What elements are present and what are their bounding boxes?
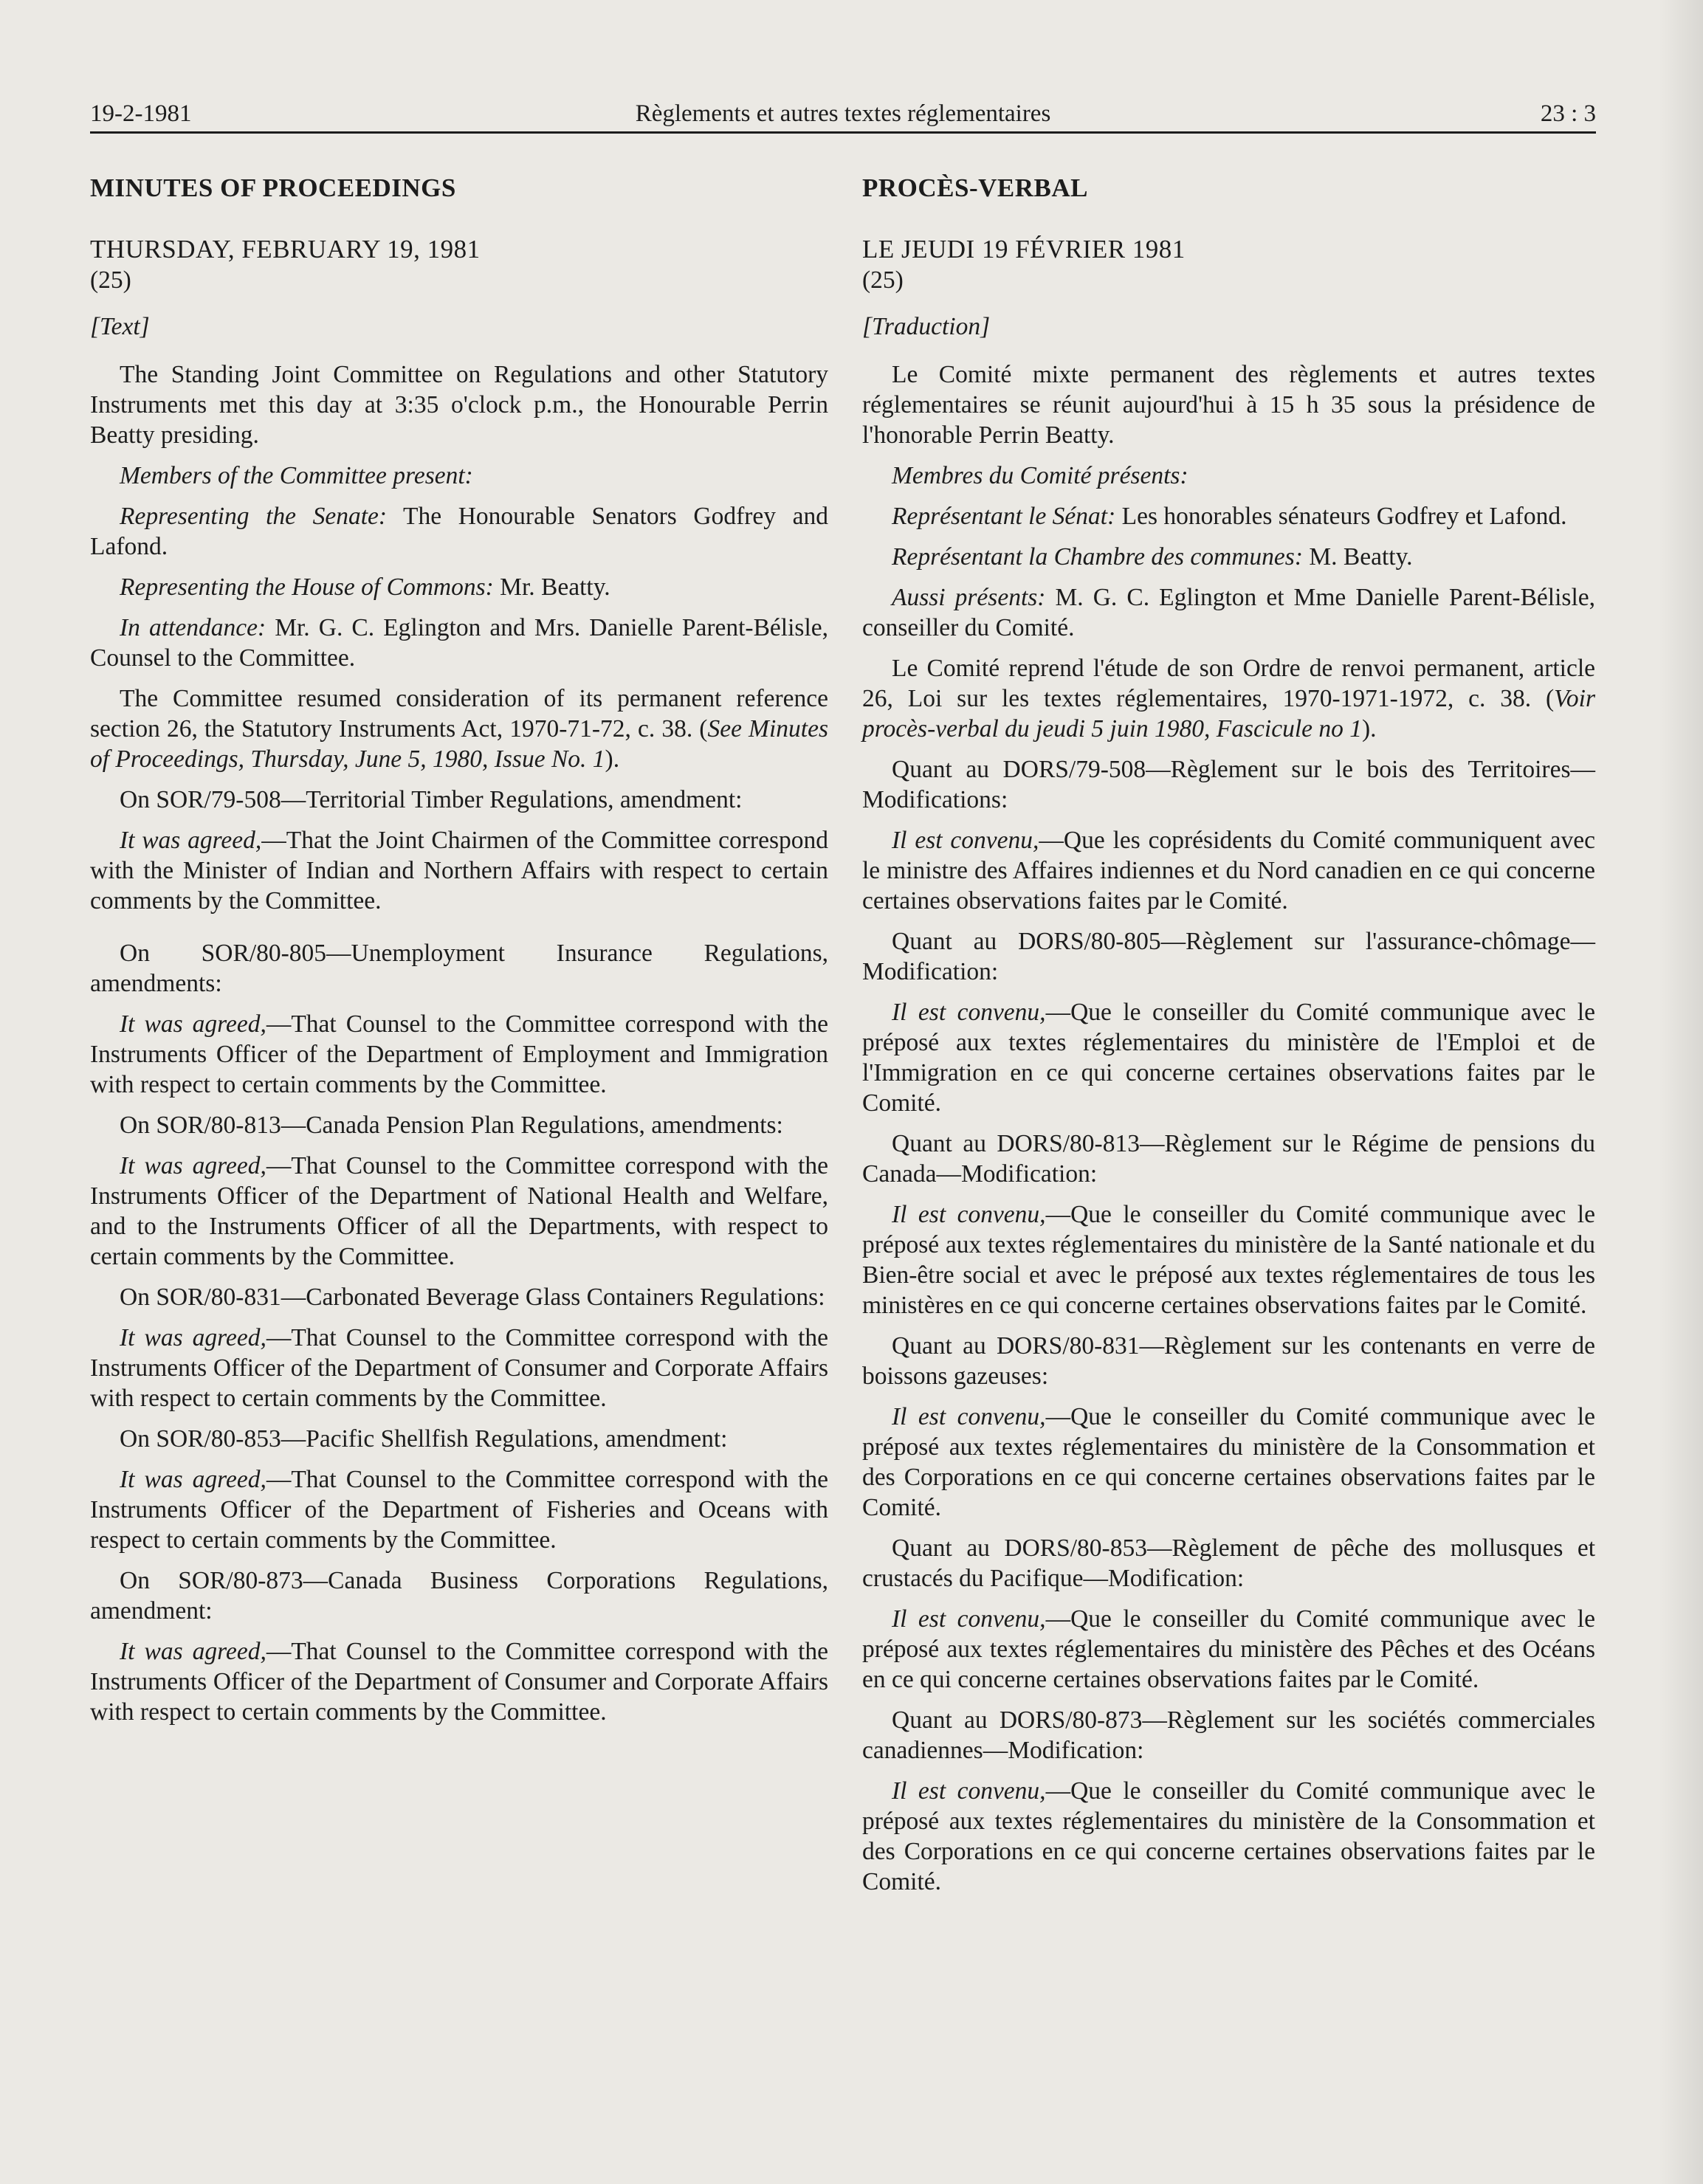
item-agreed: Il est convenu,—Que le conseiller du Comité communique avec le préposé aux textes réglementaires du ministère des Pêches et des Océans en ce qui concerne certaines observations faites par le Comité.: [862, 1605, 1595, 1693]
item-heading: On SOR/79-508—Territorial Timber Regulations, amendment:: [120, 786, 743, 813]
item-agreed: It was agreed,—That Counsel to the Committee correspond with the Instruments Officer of the Department of National Health and Welfare, and to the Instruments Officer of all the Departments, with respect to certain comments by the Committee.: [90, 1152, 828, 1270]
members-present: Members of the Committee present:: [120, 462, 473, 489]
resumed-paragraph: Le Comité reprend l'étude de son Ordre de renvoi permanent, article 26, Loi sur les textes réglementaires, 1970-1971-1972, c. 38. (Voir procès-verbal du jeudi 5 juin 1980, Fascicule no 1).: [862, 655, 1595, 743]
item-agreed: Il est convenu,—Que le conseiller du Comité communique avec le préposé aux textes réglementaires du ministère de la Santé nationale et du Bien-être social et avec le préposé aux textes réglementaires de tous les ministères en ce qui concerne certaines observations faites par le Comité.: [862, 1201, 1595, 1319]
item-agreed: It was agreed,—That the Joint Chairmen of the Committee correspond with the Minister of Indian and Northern Affairs with respect to certain comments by the Committee.: [90, 827, 828, 914]
text-label: [Traduction]: [862, 313, 991, 340]
header-title: Règlements et autres textes réglementaires: [635, 100, 1051, 127]
item-agreed: Il est convenu,—Que le conseiller du Comité communique avec le préposé aux textes réglementaires du ministère de l'Emploi et de l'Immigration en ce qui concerne certaines observations faites par le Comité.: [862, 999, 1595, 1117]
page-edge-shadow: [1659, 0, 1703, 2184]
item-heading: Quant au DORS/80-873—Règlement sur les sociétés commerciales canadiennes—Modification:: [862, 1706, 1595, 1764]
item-agreed: It was agreed,—That Counsel to the Committee correspond with the Instruments Officer of the Department of Consumer and Corporate Affairs with respect to certain comments by the Committee.: [90, 1324, 828, 1412]
running-header: [90, 94, 1596, 134]
item-heading: On SOR/80-813—Canada Pension Plan Regulations, amendments:: [120, 1112, 783, 1139]
intro-paragraph: The Standing Joint Committee on Regulations and other Statutory Instruments met this day at 3:35 o'clock p.m., the Honourable Perrin Beatty presiding.: [90, 361, 828, 449]
item-agreed: It was agreed,—That Counsel to the Committee correspond with the Instruments Officer of the Department of Consumer and Corporate Affairs with respect to certain comments by the Committee.: [90, 1638, 828, 1726]
commons-members: Representing the House of Commons: Mr. Beatty.: [120, 573, 610, 601]
english-column: [90, 167, 828, 1737]
section-heading: MINUTES OF PROCEEDINGS: [90, 173, 456, 202]
issue-number: (25): [90, 266, 131, 294]
intro-paragraph: Le Comité mixte permanent des règlements et autres textes réglementaires se réunit aujourd'hui à 15 h 35 sous la présidence de l'honorable Perrin Beatty.: [862, 361, 1595, 449]
issue-number: (25): [862, 266, 904, 294]
text-label: [Text]: [90, 313, 150, 340]
header-date: 19-2-1981: [90, 100, 192, 127]
commons-members: Représentant la Chambre des communes: M. Beatty.: [892, 543, 1413, 571]
item-heading: On SOR/80-805—Unemployment Insurance Regulations, amendments:: [90, 940, 828, 997]
item-heading: Quant au DORS/80-853—Règlement de pêche des mollusques et crustacés du Pacifique—Modification:: [862, 1534, 1595, 1592]
item-agreed: Il est convenu,—Que le conseiller du Comité communique avec le préposé aux textes réglementaires du ministère de la Consommation et des Corporations en ce qui concerne certaines observations faites par le Comité.: [862, 1403, 1595, 1521]
item-heading: Quant au DORS/79-508—Règlement sur le bois des Territoires—Modifications:: [862, 756, 1595, 813]
item-agreed: It was agreed,—That Counsel to the Committee correspond with the Instruments Officer of the Department of Employment and Immigration with respect to certain comments by the Committee.: [90, 1010, 828, 1098]
header-page-number: 23 : 3: [1540, 100, 1596, 127]
item-heading: On SOR/80-853—Pacific Shellfish Regulations, amendment:: [120, 1425, 728, 1453]
meeting-date: THURSDAY, FEBRUARY 19, 1981: [90, 235, 481, 263]
item-agreed: Il est convenu,—Que les coprésidents du Comité communiquent avec le ministre des Affaires indiennes et du Nord canadien en ce qui concerne certaines observations faites par le Comité.: [862, 827, 1595, 914]
resumed-paragraph: The Committee resumed consideration of its permanent reference section 26, the Statutory Instruments Act, 1970-71-72, c. 38. (See Minutes of Proceedings, Thursday, June 5, 1980, Issue No. 1).: [90, 685, 828, 773]
french-column: [862, 167, 1595, 1907]
item-heading: Quant au DORS/80-805—Règlement sur l'assurance-chômage—Modification:: [862, 928, 1595, 985]
senate-members: Representing the Senate: The Honourable Senators Godfrey and Lafond.: [90, 503, 828, 560]
item-heading: On SOR/80-873—Canada Business Corporations Regulations, amendment:: [90, 1567, 828, 1625]
in-attendance: In attendance: Mr. G. C. Eglington and Mrs. Danielle Parent-Bélisle, Counsel to the Committee.: [90, 614, 828, 672]
item-heading: Quant au DORS/80-831—Règlement sur les contenants en verre de boissons gazeuses:: [862, 1332, 1595, 1390]
item-agreed: It was agreed,—That Counsel to the Committee correspond with the Instruments Officer of the Department of Fisheries and Oceans with respect to certain comments by the Committee.: [90, 1466, 828, 1554]
meeting-date: LE JEUDI 19 FÉVRIER 1981: [862, 235, 1186, 263]
item-agreed: Il est convenu,—Que le conseiller du Comité communique avec le préposé aux textes réglementaires du ministère de la Consommation et des Corporations en ce qui concerne certaines observations faites par le Comité.: [862, 1777, 1595, 1895]
item-heading: Quant au DORS/80-813—Règlement sur le Régime de pensions du Canada—Modification:: [862, 1130, 1595, 1188]
section-heading: PROCÈS-VERBAL: [862, 173, 1088, 202]
senate-members: Représentant le Sénat: Les honorables sénateurs Godfrey et Lafond.: [892, 503, 1567, 530]
item-heading: On SOR/80-831—Carbonated Beverage Glass Containers Regulations:: [120, 1284, 825, 1311]
in-attendance: Aussi présents: M. G. C. Eglington et Mme Danielle Parent-Bélisle, conseiller du Comité.: [862, 584, 1595, 641]
members-present: Membres du Comité présents:: [892, 462, 1188, 489]
